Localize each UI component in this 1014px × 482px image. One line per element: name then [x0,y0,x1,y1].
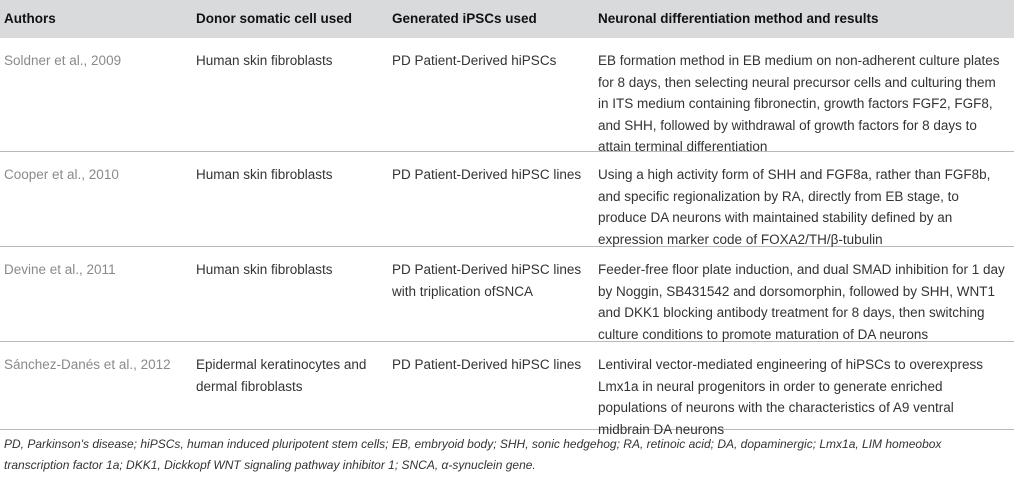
author-cell: Soldner et al., 2009 [4,53,122,68]
method-cell: EB formation method in EB medium on non-adherent culture plates for 8 days, then selecting neural precursor cells and culturing them in ITS medium containing fibronectin, growth factors FGF2, FGF8, and SHH, followed by withdrawal of growth factors for 8 days to attain terminal differentiation [598,53,1000,154]
donor-cell: Human skin fibroblasts [196,53,333,68]
table-row [0,152,1014,247]
author-cell: Devine et al., 2011 [4,262,116,277]
method-cell: Feeder-free floor plate induction, and dual SMAD inhibition for 1 day by Noggin, SB431542 and dorsomorphin, followed by SHH, WNT1 and DKK1 blocking antibody treatment for 8 days, then switching culture conditions to promote maturation of DA neurons [598,262,1005,342]
table-row [0,247,1014,342]
table-row [0,342,1014,437]
table-footnote: PD, Parkinson's disease; hiPSCs, human induced pluripotent stem cells; EB, embryoid body; SHH, sonic hedgehog; RA, retinoic acid; DA, dopaminergic; Lmx1a, LIM homeobox transcription factor 1a; DKK1, Dickkopf WNT signaling pathway inhibitor 1; SNCA, α-synuclein gene. [4,437,942,472]
method-cell: Lentiviral vector-mediated engineering of hiPSCs to overexpress Lmx1a in neural progenitors in order to generate enriched populations of neurons with the characteristics of A9 ventral midbrain DA neurons [598,357,983,437]
ipscs-cell: PD Patient-Derived hiPSC lines with triplication ofSNCA [392,262,582,299]
table-header [0,0,1014,38]
table-row [0,38,1014,152]
author-cell: Cooper et al., 2010 [4,167,119,182]
method-cell: Using a high activity form of SHH and FGF8a, rather than FGF8b, and specific regionalization by RA, directly from EB stage, to produce DA neurons with maintained stability defined by an expression marker code of FOXA2/TH/β-tubulin [598,167,991,247]
ipscs-cell: PD Patient-Derived hiPSC lines [392,167,582,182]
header-donor: Donor somatic cell used [196,11,353,26]
ipscs-cell: PD Patient-Derived hiPSCs [392,53,557,68]
header-method: Neuronal differentiation method and results [598,11,879,26]
author-cell: Sánchez-Danés et al., 2012 [4,357,171,372]
donor-cell: Human skin fibroblasts [196,167,333,182]
ipscs-cell: PD Patient-Derived hiPSC lines [392,357,582,372]
header-authors: Authors [4,11,56,26]
header-ipscs: Generated iPSCs used [392,11,537,26]
donor-cell: Epidermal keratinocytes and dermal fibroblasts [196,357,367,394]
donor-cell: Human skin fibroblasts [196,262,333,277]
